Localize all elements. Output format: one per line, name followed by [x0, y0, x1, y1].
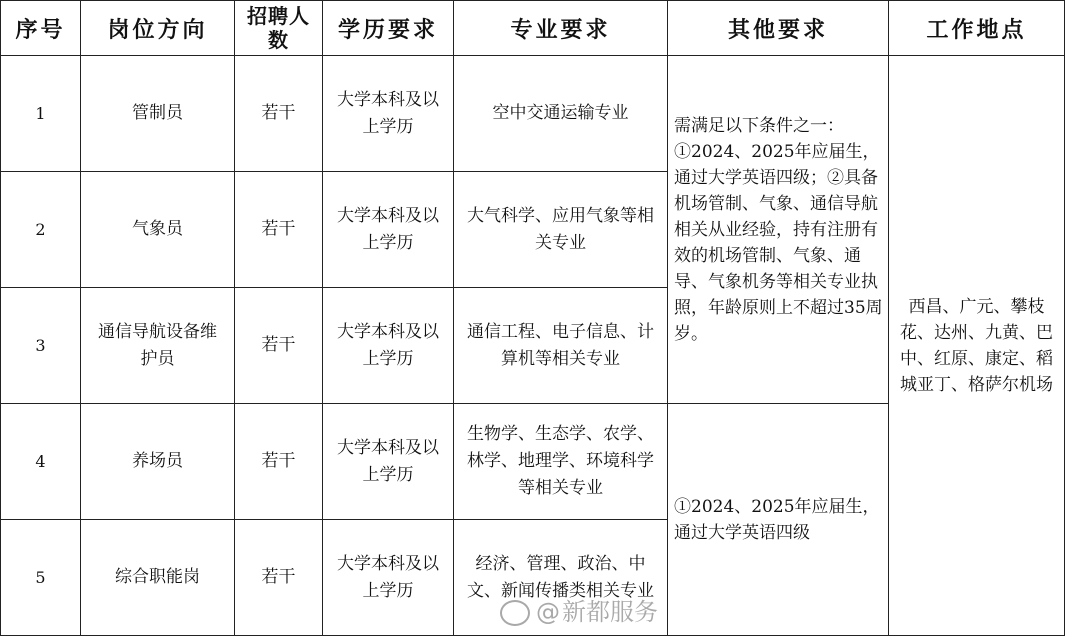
row-position: 气象员	[81, 172, 235, 288]
row-major: 大气科学、应用气象等相关专业	[454, 172, 668, 288]
header-location: 工作地点	[889, 1, 1065, 56]
work-location: 西昌、广元、攀枝花、达州、九黄、巴中、红原、康定、稻城亚丁、格萨尔机场	[889, 56, 1065, 636]
row-education: 大学本科及以上学历	[323, 288, 454, 404]
row-no: 1	[1, 56, 81, 172]
row-education: 大学本科及以上学历	[323, 172, 454, 288]
header-count: 招聘人数	[235, 1, 323, 56]
row-major: 生物学、生态学、农学、林学、地理学、环境科学等相关专业	[454, 404, 668, 520]
header-row	[1, 1, 1065, 56]
row-major: 空中交通运输专业	[454, 56, 668, 172]
row-education: 大学本科及以上学历	[323, 56, 454, 172]
row-position: 养场员	[81, 404, 235, 520]
row-no: 5	[1, 520, 81, 636]
row-count: 若干	[235, 56, 323, 172]
row-major: 经济、管理、政治、中文、新闻传播类相关专业	[454, 520, 668, 636]
row-major: 通信工程、电子信息、计算机等相关专业	[454, 288, 668, 404]
other-requirements-group-2: ①2024、2025年应届生，通过大学英语四级	[668, 404, 889, 636]
row-no: 2	[1, 172, 81, 288]
row-position: 综合职能岗	[81, 520, 235, 636]
weibo-logo-icon	[500, 600, 530, 626]
watermark-text: 新都服务	[562, 598, 658, 626]
row-education: 大学本科及以上学历	[323, 404, 454, 520]
header-no: 序号	[1, 1, 81, 56]
row-education: 大学本科及以上学历	[323, 520, 454, 636]
row-position: 通信导航设备维护员	[81, 288, 235, 404]
watermark-at: @	[536, 598, 560, 626]
header-other: 其他要求	[668, 1, 889, 56]
row-count: 若干	[235, 288, 323, 404]
row-no: 4	[1, 404, 81, 520]
row-position: 管制员	[81, 56, 235, 172]
other-requirements-group-1: 需满足以下条件之一：①2024、2025年应届生，通过大学英语四级；②具备机场管制、气象、通信导航相关从业经验，持有注册有效的机场管制、气象、通导、气象机务等相关专业执照，年龄原则上不超过35周岁。	[668, 56, 889, 404]
header-education: 学历要求	[323, 1, 454, 56]
watermark	[500, 592, 658, 627]
table-row	[1, 56, 1065, 172]
header-position: 岗位方向	[81, 1, 235, 56]
row-no: 3	[1, 288, 81, 404]
row-count: 若干	[235, 404, 323, 520]
row-count: 若干	[235, 172, 323, 288]
row-count: 若干	[235, 520, 323, 636]
header-major: 专业要求	[454, 1, 668, 56]
